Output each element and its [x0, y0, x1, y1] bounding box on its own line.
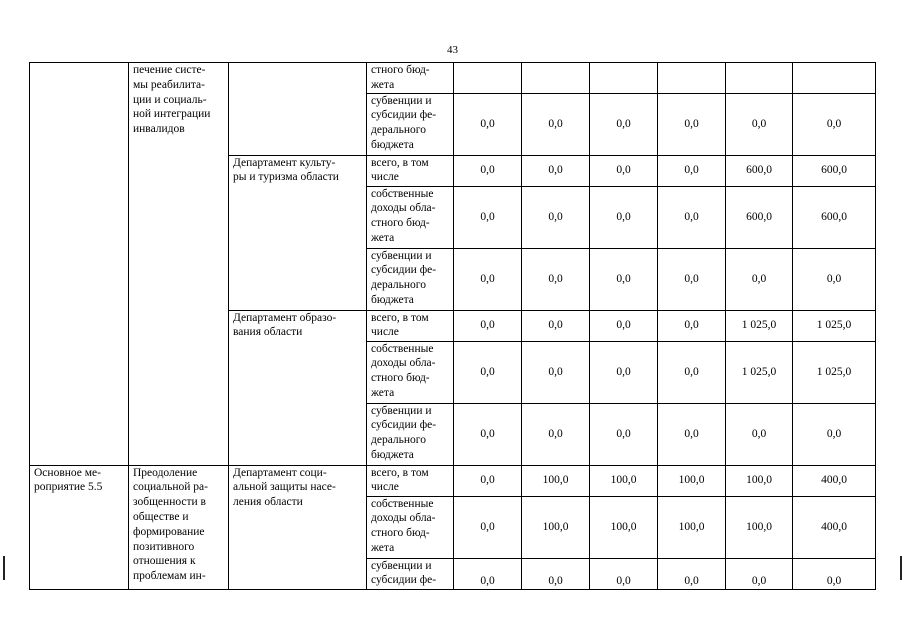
- program-cell: печение систе- мы реабилита- ции и социаль- ной интеграции инвалидов: [129, 63, 229, 466]
- value-cell: 0,0: [522, 310, 590, 341]
- value-cell: 100,0: [522, 496, 590, 558]
- value-cell: 100,0: [590, 496, 658, 558]
- value-cell: 0,0: [658, 558, 726, 589]
- value-cell: 0,0: [590, 558, 658, 589]
- value-cell: 0,0: [454, 186, 522, 248]
- value-cell: [522, 63, 590, 94]
- value-cell: 0,0: [522, 558, 590, 589]
- value-cell: 0,0: [658, 310, 726, 341]
- executor-cell: [229, 63, 367, 156]
- value-cell: 0,0: [590, 310, 658, 341]
- value-cell: 1 025,0: [726, 310, 793, 341]
- value-cell: 600,0: [793, 155, 876, 186]
- value-cell: 100,0: [726, 465, 793, 496]
- funding-cell: субвенции и субсидии фе- дерального бюджета: [367, 93, 454, 155]
- funding-cell: субвенции и субсидии фе- дерального бюджета: [367, 248, 454, 310]
- value-cell: 0,0: [590, 403, 658, 465]
- value-cell: 0,0: [522, 186, 590, 248]
- scan-margin-mark: [3, 556, 5, 580]
- value-cell: 0,0: [454, 496, 522, 558]
- value-cell: 100,0: [590, 465, 658, 496]
- value-cell: 0,0: [658, 341, 726, 403]
- value-cell: 400,0: [793, 465, 876, 496]
- value-cell: 0,0: [454, 248, 522, 310]
- value-cell: 400,0: [793, 496, 876, 558]
- value-cell: 0,0: [590, 155, 658, 186]
- value-cell: [658, 63, 726, 94]
- table-row: [30, 63, 876, 94]
- value-cell: 0,0: [454, 310, 522, 341]
- value-cell: 100,0: [658, 465, 726, 496]
- value-cell: 0,0: [454, 93, 522, 155]
- event-cell: Основное ме- роприятие 5.5: [30, 465, 129, 589]
- value-cell: 600,0: [726, 155, 793, 186]
- value-cell: 100,0: [522, 465, 590, 496]
- table-row: [30, 465, 876, 496]
- value-cell: 0,0: [454, 403, 522, 465]
- funding-cell: субвенции и субсидии фе- дерального бюджета: [367, 403, 454, 465]
- funding-cell: всего, в том числе: [367, 310, 454, 341]
- funding-cell: всего, в том числе: [367, 155, 454, 186]
- value-cell: 0,0: [793, 403, 876, 465]
- page-number: 43: [447, 44, 458, 56]
- value-cell: 0,0: [590, 186, 658, 248]
- value-cell: 0,0: [590, 93, 658, 155]
- value-cell: [454, 63, 522, 94]
- event-cell: [30, 63, 129, 466]
- funding-cell: собственные доходы обла- стного бюд- жета: [367, 186, 454, 248]
- value-cell: 0,0: [658, 403, 726, 465]
- value-cell: 0,0: [658, 93, 726, 155]
- value-cell: 0,0: [726, 93, 793, 155]
- funding-cell: стного бюд- жета: [367, 63, 454, 94]
- value-cell: 600,0: [726, 186, 793, 248]
- value-cell: [590, 63, 658, 94]
- value-cell: 600,0: [793, 186, 876, 248]
- funding-cell: всего, в том числе: [367, 465, 454, 496]
- value-cell: 100,0: [726, 496, 793, 558]
- value-cell: 0,0: [590, 341, 658, 403]
- executor-cell: Департамент образо- вания области: [229, 310, 367, 465]
- value-cell: 0,0: [793, 248, 876, 310]
- budget-table: [29, 62, 876, 590]
- value-cell: 0,0: [454, 155, 522, 186]
- value-cell: 0,0: [522, 155, 590, 186]
- value-cell: 0,0: [522, 341, 590, 403]
- funding-cell: субвенции и субсидии фе-: [367, 558, 454, 589]
- value-cell: 0,0: [454, 558, 522, 589]
- value-cell: 0,0: [454, 465, 522, 496]
- value-cell: 0,0: [726, 403, 793, 465]
- program-cell: Преодоление социальной ра- зобщенности в обществе и формирование позитивного отношения к проблемам ин-: [129, 465, 229, 589]
- funding-cell: собственные доходы обла- стного бюд- жета: [367, 341, 454, 403]
- value-cell: [726, 63, 793, 94]
- funding-cell: собственные доходы обла- стного бюд- жета: [367, 496, 454, 558]
- value-cell: 0,0: [522, 403, 590, 465]
- value-cell: 1 025,0: [793, 341, 876, 403]
- value-cell: 1 025,0: [793, 310, 876, 341]
- value-cell: 0,0: [522, 248, 590, 310]
- value-cell: 100,0: [658, 496, 726, 558]
- value-cell: 0,0: [658, 155, 726, 186]
- executor-cell: Департамент соци- альной защиты насе- ления области: [229, 465, 367, 589]
- value-cell: 0,0: [454, 341, 522, 403]
- value-cell: 0,0: [793, 93, 876, 155]
- value-cell: 0,0: [658, 248, 726, 310]
- executor-cell: Департамент культу- ры и туризма области: [229, 155, 367, 310]
- value-cell: 0,0: [522, 93, 590, 155]
- value-cell: 0,0: [793, 558, 876, 589]
- value-cell: 0,0: [658, 186, 726, 248]
- value-cell: 1 025,0: [726, 341, 793, 403]
- scan-margin-mark: [900, 556, 902, 580]
- value-cell: [793, 63, 876, 94]
- value-cell: 0,0: [726, 248, 793, 310]
- value-cell: 0,0: [726, 558, 793, 589]
- value-cell: 0,0: [590, 248, 658, 310]
